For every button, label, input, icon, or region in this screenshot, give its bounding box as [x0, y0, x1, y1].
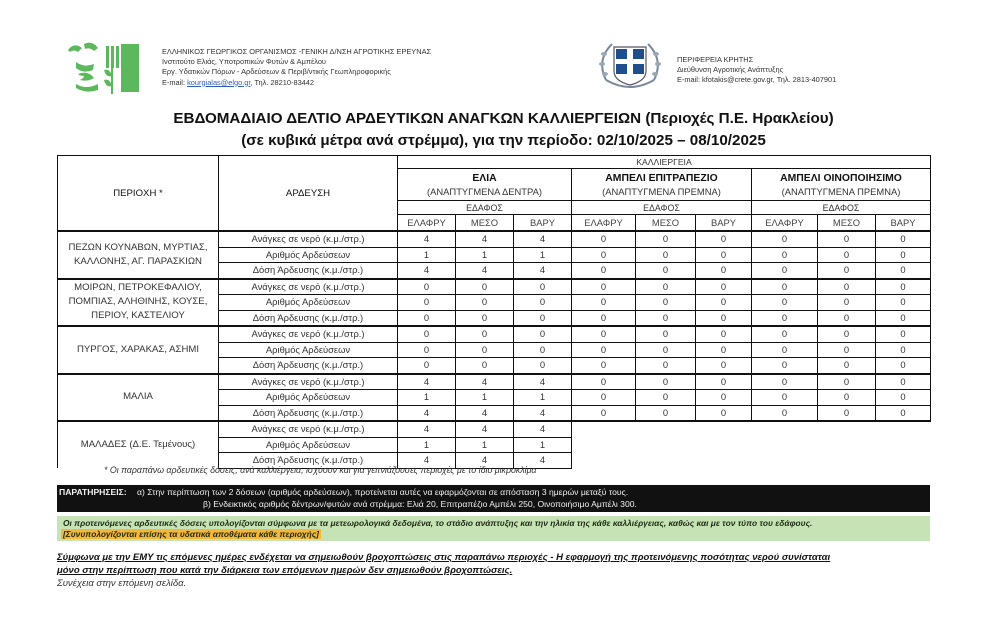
left-org-line3: Εργ. Υδατικών Πόρων - Αρδεύσεων & Περιβ/ντικής Γεωπληροφορικής: [162, 67, 391, 77]
soil-type-header: ΒΑΡΥ: [876, 215, 931, 232]
value-cell: 0: [696, 390, 752, 406]
empty-cell: [876, 437, 931, 453]
value-cell: 0: [818, 310, 876, 326]
value-cell: 0: [398, 358, 456, 374]
value-cell: 4: [456, 421, 514, 437]
value-cell: 4: [456, 405, 514, 421]
crop-name: ΑΜΠΕΛΙ ΕΠΙΤΡΑΠΕΖΙΟ: [605, 173, 718, 184]
empty-cell: [818, 453, 876, 469]
value-cell: 4: [514, 405, 572, 421]
remarks-box: [57, 485, 930, 512]
empty-cell: [696, 437, 752, 453]
value-cell: 0: [456, 310, 514, 326]
weather-forecast-note: [57, 552, 830, 577]
value-cell: 0: [696, 342, 752, 358]
value-cell: 4: [514, 374, 572, 390]
table-row: [58, 374, 931, 390]
value-cell: 0: [752, 390, 818, 406]
value-cell: 4: [514, 453, 572, 469]
empty-cell: [818, 421, 876, 437]
value-cell: 0: [818, 405, 876, 421]
left-org-line2: Ινστιτούτο Ελιάς, Υποτροπικών Φυτών & Αμπέλου: [162, 57, 326, 67]
irrigation-metric-label: Αριθμός Αρδεύσεων: [219, 390, 398, 406]
value-cell: 0: [398, 279, 456, 295]
value-cell: 0: [572, 374, 636, 390]
irrigation-metric-label: Δόση Άρδευσης (κ.μ./στρ.): [219, 453, 398, 469]
empty-cell: [876, 421, 931, 437]
crop-subtitle: (ΑΝΑΠΤΥΓΜΕΝΑ ΔΕΝΤΡΑ): [427, 186, 542, 197]
irrigation-metric-label: Αριθμός Αρδεύσεων: [219, 295, 398, 311]
irrigation-table: [57, 155, 931, 469]
empty-cell: [818, 437, 876, 453]
value-cell: 0: [696, 247, 752, 263]
value-cell: 0: [752, 231, 818, 247]
remark-a: α) Στην περίπτωση των 2 δόσεων (αριθμός αρδεύσεων), προτείνεται αυτές να εφαρμόζονται σε απόσταση 3 ημερών μεταξύ τους.: [137, 487, 629, 497]
soil-type-header: ΕΛΑΦΡΥ: [752, 215, 818, 232]
value-cell: 0: [398, 342, 456, 358]
value-cell: 0: [572, 247, 636, 263]
value-cell: 0: [572, 390, 636, 406]
value-cell: 0: [572, 358, 636, 374]
value-cell: 0: [752, 310, 818, 326]
crop-subtitle: (ΑΝΑΠΤΥΓΜΕΝΑ ΠΡΕΜΝΑ): [781, 186, 901, 197]
methodology-note: [57, 516, 930, 541]
value-cell: 4: [514, 263, 572, 279]
value-cell: 1: [398, 437, 456, 453]
value-cell: 0: [572, 310, 636, 326]
value-cell: 0: [456, 342, 514, 358]
empty-cell: [572, 437, 636, 453]
region-cell: ΠΕΖΩΝ ΚΟΥΝΑΒΩΝ, ΜΥΡΤΙΑΣ, ΚΑΛΛΟΝΗΣ, ΑΓ. ΠΑΡΑΣΚΙΩΝ: [58, 231, 219, 279]
value-cell: 0: [818, 263, 876, 279]
soil-header: ΕΔΑΦΟΣ: [572, 201, 752, 215]
soil-type-header: ΒΑΡΥ: [696, 215, 752, 232]
right-org-line2: Διεύθυνση Αγροτικής Ανάπτυξης: [677, 65, 784, 74]
right-org-line1: ΠΕΡΙΦΕΡΕΙΑ ΚΡΗΤΗΣ: [677, 55, 754, 64]
value-cell: 0: [636, 295, 696, 311]
value-cell: 4: [398, 453, 456, 469]
footnote: * Οι παραπάνω αρδευτικές δόσεις, ανά καλλιέργεια, ισχύουν και για γειτνιάζουσες περιοχές με το ίδιο μικροκλίμα: [104, 465, 537, 475]
value-cell: 4: [398, 374, 456, 390]
column-header-crops-group: ΚΑΛΛΙΕΡΓΕΙΑ: [398, 156, 931, 169]
crop-header: [752, 169, 931, 201]
value-cell: 0: [572, 263, 636, 279]
value-cell: 0: [636, 231, 696, 247]
value-cell: 4: [398, 263, 456, 279]
value-cell: 0: [514, 342, 572, 358]
irrigation-metric-label: Δόση Άρδευσης (κ.μ./στρ.): [219, 310, 398, 326]
crop-header: [572, 169, 752, 201]
empty-cell: [696, 453, 752, 469]
phone-text: , Τηλ. 28210-83442: [250, 77, 315, 87]
value-cell: 0: [572, 326, 636, 342]
soil-type-header: ΜΕΣΟ: [636, 215, 696, 232]
left-org-line1: ΕΛΛΗΝΙΚΟΣ ΓΕΩΡΓΙΚΟΣ ΟΡΓΑΝΙΣΜΟΣ -ΓΕΝΙΚΗ Δ/ΝΣΗ ΑΓΡΟΤΙΚΗΣ ΕΡΕΥΝΑΣ: [162, 47, 432, 56]
empty-cell: [696, 421, 752, 437]
value-cell: 0: [456, 326, 514, 342]
empty-cell: [876, 453, 931, 469]
irrigation-metric-label: Δόση Άρδευσης (κ.μ./στρ.): [219, 405, 398, 421]
value-cell: 0: [456, 358, 514, 374]
value-cell: 4: [514, 421, 572, 437]
continued-next-page: Συνέχεια στην επόμενη σελίδα.: [57, 578, 187, 589]
value-cell: 0: [752, 295, 818, 311]
value-cell: 0: [818, 374, 876, 390]
table-row: [58, 421, 931, 437]
irrigation-metric-label: Ανάγκες σε νερό (κ.μ./στρ.): [219, 374, 398, 390]
irrigation-metric-label: Αριθμός Αρδεύσεων: [219, 437, 398, 453]
left-org-contact: [162, 78, 431, 88]
value-cell: 4: [398, 405, 456, 421]
value-cell: 0: [752, 358, 818, 374]
value-cell: 0: [636, 374, 696, 390]
irrigation-metric-label: Ανάγκες σε νερό (κ.μ./στρ.): [219, 231, 398, 247]
empty-cell: [572, 453, 636, 469]
value-cell: 0: [752, 374, 818, 390]
left-organization-info: [162, 47, 431, 88]
empty-cell: [636, 453, 696, 469]
value-cell: 0: [398, 295, 456, 311]
value-cell: 0: [876, 358, 931, 374]
remarks-label: ΠΑΡΑΤΗΡΗΣΕΙΣ:: [59, 487, 127, 497]
value-cell: 1: [398, 247, 456, 263]
value-cell: 0: [876, 374, 931, 390]
value-cell: 1: [514, 247, 572, 263]
value-cell: 0: [818, 231, 876, 247]
soil-type-header: ΜΕΣΟ: [456, 215, 514, 232]
right-org-line3: E-mail: kfotakis@crete.gov.gr, Τηλ. 2813-407901: [677, 75, 837, 84]
soil-type-header: ΒΑΡΥ: [514, 215, 572, 232]
region-cell: ΜΑΛΙΑ: [58, 374, 219, 422]
value-cell: 0: [818, 358, 876, 374]
value-cell: 0: [876, 231, 931, 247]
value-cell: 0: [876, 326, 931, 342]
irrigation-metric-label: Ανάγκες σε νερό (κ.μ./στρ.): [219, 421, 398, 437]
value-cell: 0: [752, 279, 818, 295]
value-cell: 0: [636, 390, 696, 406]
value-cell: 0: [398, 326, 456, 342]
value-cell: 1: [456, 247, 514, 263]
table-row: [58, 231, 931, 247]
irrigation-metric-label: Ανάγκες σε νερό (κ.μ./στρ.): [219, 326, 398, 342]
value-cell: 4: [456, 374, 514, 390]
crop-subtitle: (ΑΝΑΠΤΥΓΜΕΝΑ ΠΡΕΜΝΑ): [602, 186, 721, 197]
region-cell: ΜΟΙΡΩΝ, ΠΕΤΡΟΚΕΦΑΛΙΟΥ, ΠΟΜΠΙΑΣ, ΑΛΗΘΙΝΗΣ, ΚΟΥΣΕ, ΠΕΡΙΟΥ, ΚΑΣΤΕΛΙΟΥ: [58, 279, 219, 327]
soil-header: ΕΔΑΦΟΣ: [752, 201, 931, 215]
soil-type-header: ΜΕΣΟ: [818, 215, 876, 232]
value-cell: 0: [752, 263, 818, 279]
column-header-region: ΠΕΡΙΟΧΗ *: [58, 156, 219, 232]
methodology-note-text: Οι προτεινόμενες αρδευτικές δόσεις υπολογίζονται σύμφωνα με τα μετεωρολογικά δεδομένα, το στάδιο ανάπτυξης και την ηλικία της κάθε καλλιέργειας, καθώς και με τον τύπο του εδάφους.: [63, 518, 813, 528]
remark-b: β) Ενδεικτικός αριθμός δέντρων/φυτών ανά στρέμμα: Ελιά 20, Επιτραπέζιο Αμπέλι 250, Οινοποιήσιμο Αμπέλι 300.: [203, 499, 637, 509]
value-cell: 0: [696, 310, 752, 326]
value-cell: 0: [696, 295, 752, 311]
title-line1: ΕΒΔΟΜΑΔΙΑΙΟ ΔΕΛΤΙΟ ΑΡΔΕΥΤΙΚΩΝ ΑΝΑΓΚΩΝ ΚΑΛΛΙΕΡΓΕΙΩΝ (Περιοχές Π.Ε. Ηρακλείου): [173, 110, 834, 127]
value-cell: 0: [752, 326, 818, 342]
value-cell: 4: [456, 231, 514, 247]
value-cell: 0: [636, 358, 696, 374]
value-cell: 0: [636, 247, 696, 263]
value-cell: 0: [456, 279, 514, 295]
column-header-irrigation: ΑΡΔΕΥΣΗ: [219, 156, 398, 232]
value-cell: 0: [636, 326, 696, 342]
value-cell: 0: [514, 295, 572, 311]
value-cell: 0: [876, 263, 931, 279]
value-cell: 0: [818, 279, 876, 295]
value-cell: 0: [636, 405, 696, 421]
value-cell: 0: [818, 247, 876, 263]
value-cell: 0: [514, 358, 572, 374]
soil-header: ΕΔΑΦΟΣ: [398, 201, 572, 215]
value-cell: 0: [456, 295, 514, 311]
region-cell: ΜΑΛΑΔΕΣ (Δ.Ε. Τεμένους): [58, 421, 219, 468]
elgo-logo-icon: [66, 40, 152, 96]
email-label: E-mail:: [162, 77, 185, 87]
empty-cell: [752, 437, 818, 453]
table-row: [58, 326, 931, 342]
right-organization-info: [677, 55, 836, 85]
water-reserves-note: [Συνυπολογίζονται επίσης τα υδατικά αποθέματα κάθε περιοχής]: [63, 529, 319, 539]
value-cell: 0: [572, 231, 636, 247]
value-cell: 1: [456, 390, 514, 406]
value-cell: 0: [636, 342, 696, 358]
crop-name: ΕΛΙΑ: [472, 173, 497, 184]
irrigation-metric-label: Δόση Άρδευσης (κ.μ./στρ.): [219, 358, 398, 374]
value-cell: 0: [696, 263, 752, 279]
value-cell: 0: [818, 326, 876, 342]
value-cell: 0: [696, 358, 752, 374]
value-cell: 0: [514, 279, 572, 295]
value-cell: 4: [456, 453, 514, 469]
soil-type-header: ΕΛΑΦΡΥ: [398, 215, 456, 232]
value-cell: 1: [398, 390, 456, 406]
irrigation-metric-label: Δόση Άρδευσης (κ.μ./στρ.): [219, 263, 398, 279]
value-cell: 0: [818, 342, 876, 358]
value-cell: 0: [876, 279, 931, 295]
value-cell: 0: [876, 405, 931, 421]
crop-header: [398, 169, 572, 201]
value-cell: 0: [876, 390, 931, 406]
bulletin-title: [0, 108, 1007, 152]
value-cell: 0: [696, 326, 752, 342]
value-cell: 0: [876, 310, 931, 326]
empty-cell: [636, 421, 696, 437]
empty-cell: [752, 453, 818, 469]
value-cell: 0: [572, 279, 636, 295]
value-cell: 0: [876, 342, 931, 358]
value-cell: 0: [818, 390, 876, 406]
value-cell: 0: [696, 231, 752, 247]
value-cell: 0: [752, 405, 818, 421]
soil-type-header: ΕΛΑΦΡΥ: [572, 215, 636, 232]
value-cell: 4: [456, 263, 514, 279]
empty-cell: [572, 421, 636, 437]
value-cell: 0: [696, 374, 752, 390]
value-cell: 4: [398, 421, 456, 437]
value-cell: 0: [636, 263, 696, 279]
empty-cell: [752, 421, 818, 437]
value-cell: 1: [514, 437, 572, 453]
region-cell: ΠΥΡΓΟΣ, ΧΑΡΑΚΑΣ, ΑΣΗΜΙ: [58, 326, 219, 374]
value-cell: 0: [696, 279, 752, 295]
value-cell: 0: [818, 295, 876, 311]
value-cell: 0: [696, 405, 752, 421]
email-link[interactable]: kourgialas@elgo.gr: [187, 77, 251, 87]
coat-of-arms-icon: [596, 40, 664, 92]
value-cell: 0: [876, 247, 931, 263]
irrigation-metric-label: Αριθμός Αρδεύσεων: [219, 247, 398, 263]
crop-name: ΑΜΠΕΛΙ ΟΙΝΟΠΟΙΗΣΙΜΟ: [780, 173, 902, 184]
value-cell: 0: [514, 326, 572, 342]
value-cell: 4: [398, 231, 456, 247]
value-cell: 0: [876, 295, 931, 311]
value-cell: 0: [572, 405, 636, 421]
value-cell: 0: [752, 342, 818, 358]
value-cell: 0: [636, 310, 696, 326]
value-cell: 1: [456, 437, 514, 453]
forecast-line2: μόνο στην περίπτωση που κατά την διάρκεια των επόμενων ημερών δεν σημειωθούν βροχοπτώσεις.: [57, 564, 513, 576]
irrigation-metric-label: Ανάγκες σε νερό (κ.μ./στρ.): [219, 279, 398, 295]
value-cell: 0: [572, 295, 636, 311]
title-line2: (σε κυβικά μέτρα ανά στρέμμα), για την περίοδο: 02/10/2025 – 08/10/2025: [241, 132, 766, 149]
empty-cell: [636, 437, 696, 453]
table-row: [58, 279, 931, 295]
value-cell: 0: [636, 279, 696, 295]
value-cell: 0: [572, 342, 636, 358]
value-cell: 1: [514, 390, 572, 406]
value-cell: 0: [752, 247, 818, 263]
value-cell: 0: [398, 310, 456, 326]
forecast-line1: Σύμφωνα με την ΕΜΥ τις επόμενες ημέρες ενδέχεται να σημειωθούν βροχοπτώσεις στις παραπάνω περιοχές - Η εφαρμογή της προτεινόμενης ποσότητας νερού συνίσταται: [57, 552, 831, 563]
irrigation-metric-label: Αριθμός Αρδεύσεων: [219, 342, 398, 358]
value-cell: 0: [514, 310, 572, 326]
value-cell: 4: [514, 231, 572, 247]
